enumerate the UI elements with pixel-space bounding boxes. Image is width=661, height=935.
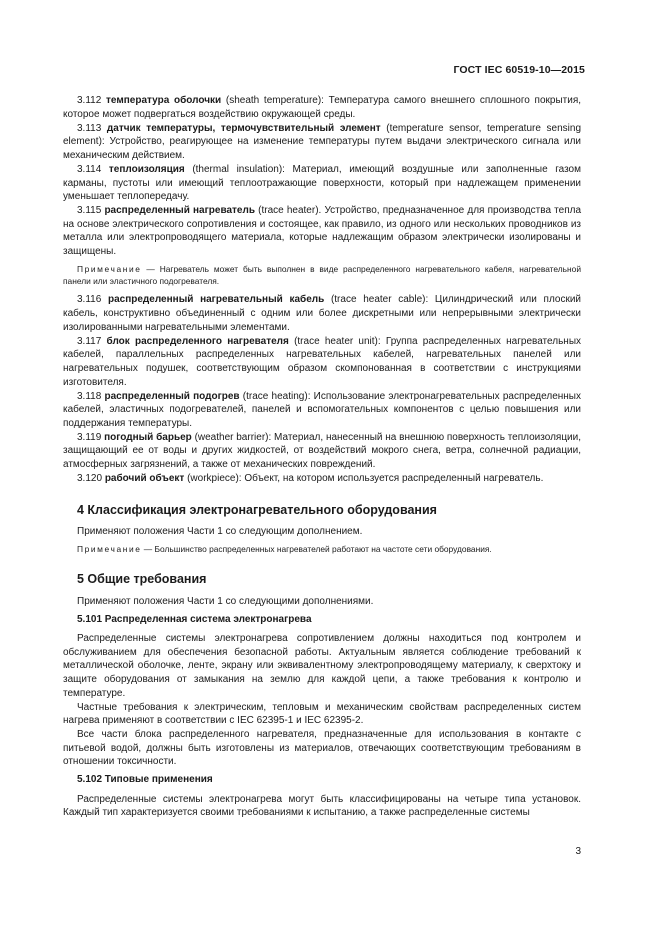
- term-number: 3.119: [77, 431, 102, 443]
- term-title: теплоизоляция: [108, 163, 185, 175]
- term-number: 3.113: [77, 122, 102, 134]
- term-definition: (thermal insulation): Материал, имеющий воздушные или заполненные газом карманы, пустоты или имеющий теплоотражающие поверхности, который при надлежащем применении уменьшает теплопередачу.: [63, 163, 581, 203]
- subsection-5-102-heading: 5.102 Типовые применения: [77, 774, 213, 786]
- term-number: 3.116: [77, 294, 102, 306]
- term-definition: (trace heating): Использование электронагревательных распределенных кабелей, эластичных подогревателей, панелей и вспомогательных компонентов с целью повышения или поддержания температуры.: [63, 390, 581, 429]
- section-5-heading: 5 Общие требования: [77, 572, 207, 587]
- term-definition: (temperature sensor, temperature sensing element): Устройство, реагирующее на изменение температуры путем выдачи электрического сигнала или механическим действием.: [63, 122, 581, 161]
- subsection-5-102-paragraph: Распределенные системы электронагрева могут быть классифицированы на четыре типа установок. Каждый тип характеризуется своими требованиями к испытанию, а также распределенные системы: [63, 793, 581, 819]
- term-3-117: [63, 335, 581, 389]
- note-3-115: [63, 263, 581, 288]
- term-number: 3.120: [77, 473, 103, 485]
- term-title: температура оболочки: [106, 95, 222, 106]
- note-text: Нагреватель может быть выполнен в виде распределенного нагревательного кабеля, нагревательной панели или эластичного подогревателя.: [63, 263, 582, 287]
- term-title: распределенный нагревательный кабель: [107, 294, 325, 306]
- term-definition: (workpiece): Объект, на котором используется распределенный нагреватель.: [184, 473, 544, 485]
- section-4-heading: 4 Классификация электронагревательного оборудования: [77, 502, 437, 517]
- term-3-114: [63, 163, 581, 204]
- term-3-115: [63, 204, 581, 258]
- term-number: 3.114: [77, 163, 102, 175]
- term-title: распределенный нагреватель: [104, 205, 255, 217]
- term-title: рабочий объект: [104, 473, 185, 485]
- term-3-118: [63, 390, 581, 431]
- term-3-112: [63, 94, 581, 121]
- term-3-116: [63, 293, 581, 334]
- term-title: датчик температуры, термочувствительный элемент: [106, 122, 381, 134]
- term-title: блок распределенного нагревателя: [106, 335, 289, 347]
- section-4-note: [63, 543, 581, 555]
- term-3-119: [63, 431, 581, 472]
- term-number: 3.112: [77, 95, 102, 106]
- note-label: Примечание: [77, 263, 142, 274]
- term-definition: (trace heater unit): Группа распределенных нагревательных кабелей, параллельных распределенных нагревательных кабелей, нагревательных панелей или нагревательных подушек, соответствующим образом скомпонованная в соответствии с инструкциями изготовителя.: [63, 335, 582, 388]
- subsection-5-101-heading: 5.101 Распределенная система электронагрева: [77, 613, 312, 625]
- document-standard-header: ГОСТ IEC 60519-10—2015: [453, 64, 585, 76]
- term-definition: (trace heater). Устройство, предназначенное для производства тепла на основе электрического сопротивления и состоящее, как правило, из одного или нескольких проводников из металла или электропроводящего материала, которые надлежащим образом электрически изолированы и защищены.: [63, 205, 582, 258]
- section-5-paragraph: Применяют положения Части 1 со следующими дополнениями.: [77, 595, 374, 607]
- term-definition: (trace heater cable): Цилиндрический или плоский кабель, конструктивно объединенный с одним или более дискретными или непрерывными электрически изолированными нагревательными элементами.: [63, 294, 581, 333]
- subsection-5-101-paragraph: Все части блока распределенного нагревателя, предназначенные для использования в контакте с питьевой водой, должны быть изготовлены из материалов, отвечающих соответствующим требованиям в отношении токсичности.: [63, 729, 581, 768]
- term-definition: (weather barrier): Материал, нанесенный на внешнюю поверхность теплоизоляции, защищающий ее от воды и других жидкостей, от воздействий мокрого снега, ветра, солнечной радиации, атмосферных загрязнений, а также от механических повреждений.: [63, 431, 581, 471]
- term-3-120: [63, 472, 581, 486]
- page-number: 3: [575, 846, 581, 857]
- note-dash: —: [141, 543, 155, 554]
- section-4-paragraph: Применяют положения Части 1 со следующим дополнением.: [77, 526, 363, 538]
- page-content: [63, 94, 581, 820]
- note-label: Примечание: [77, 543, 142, 554]
- term-title: распределенный подогрев: [104, 390, 240, 402]
- term-number: 3.117: [77, 335, 102, 347]
- term-definition: (sheath temperature): Температура самого внешнего сплошного покрытия, которое может подвергаться воздействию окружающей среды.: [63, 95, 582, 120]
- term-title: погодный барьер: [104, 431, 192, 443]
- term-number: 3.115: [77, 205, 102, 217]
- note-text: Большинство распределенных нагревателей работают на частоте сети оборудования.: [154, 543, 492, 554]
- subsection-5-101-paragraph: Частные требования к электрическим, тепловым и механическим свойствам распределенных систем нагрева применяют в соответствии с IEC 62395-1 и IEC 62395-2.: [63, 701, 581, 727]
- term-number: 3.118: [77, 390, 102, 402]
- term-3-113: [63, 122, 581, 163]
- subsection-5-101-paragraph: Распределенные системы электронагрева сопротивлением должны находиться под контролем и обслуживанием для обеспечения безопасной работы. Актуальным является соблюдение требований к металлической оболочке, ленте, экрану или эквивалентному электропроводящему материалу, к сверхтоку и защите оборудования от замыкания на землю для каждой цепи, а также требования к контролю и температуре.: [63, 633, 581, 699]
- note-dash: —: [141, 263, 160, 274]
